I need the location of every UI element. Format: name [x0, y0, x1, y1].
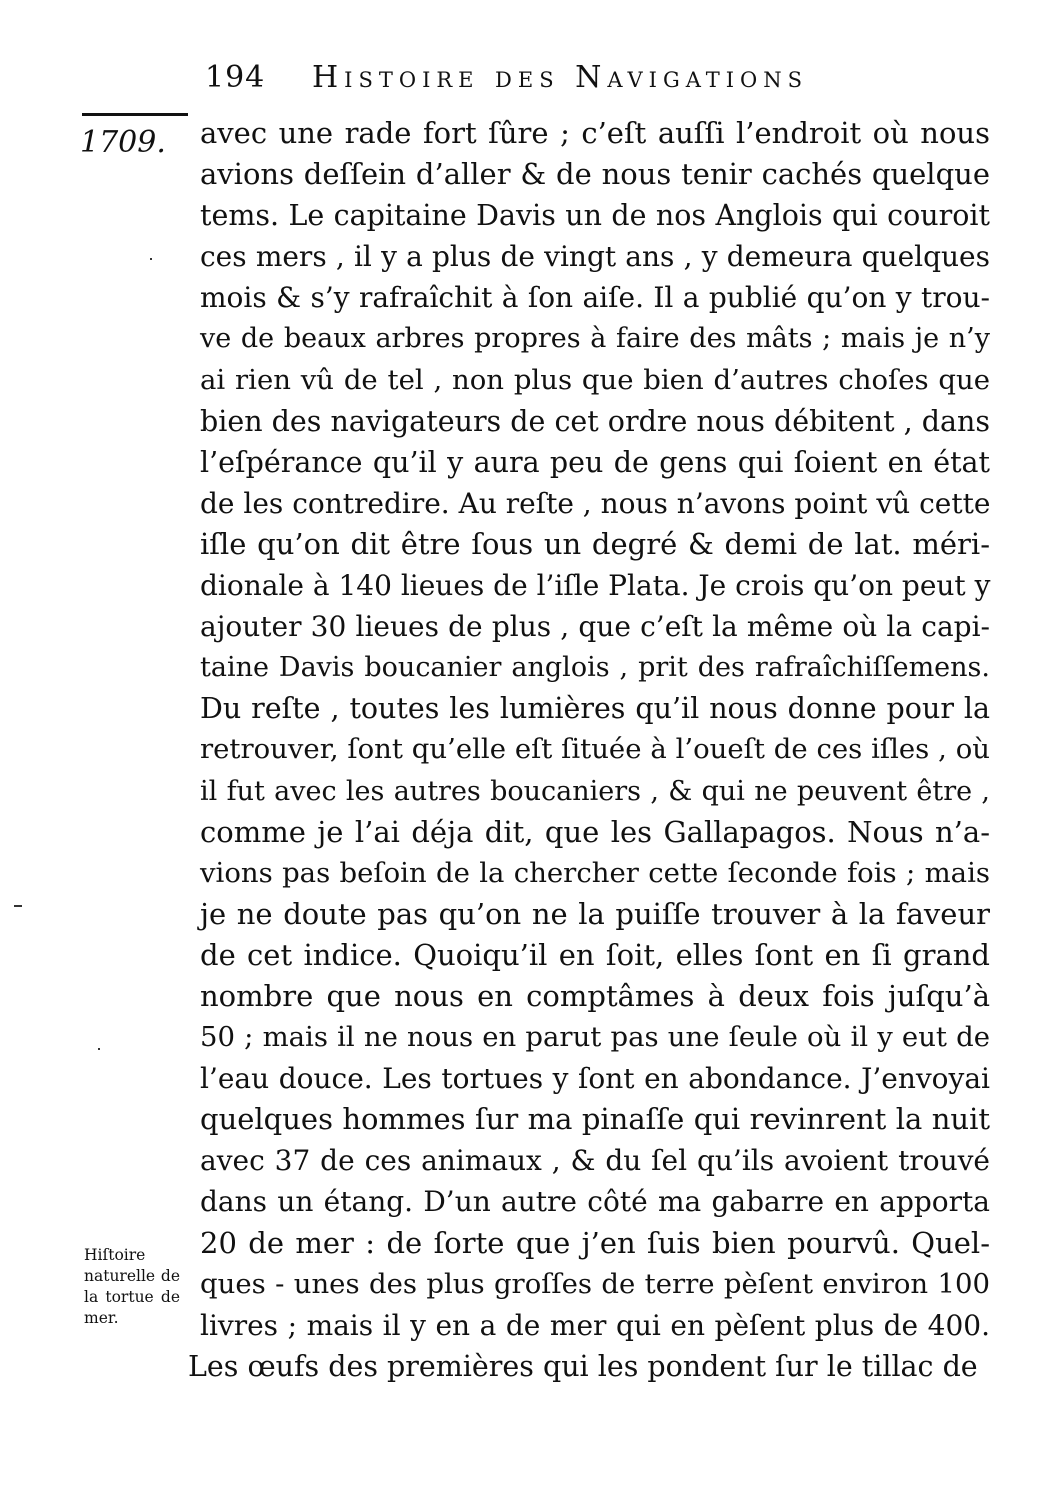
text-line: bien des navigateurs de cet ordre nous débitent , dans: [200, 404, 990, 438]
text-line: livres ; mais il y en a de mer qui en pèſent plus de 400.: [200, 1308, 990, 1342]
text-line: il fut avec les autres boucaniers , & qui ne peuvent être ,: [200, 775, 990, 807]
margin-note-line: Hiſtoire: [84, 1246, 146, 1264]
ink-speck: [14, 905, 22, 907]
text-line: avec 37 de ces animaux , & du ſel qu’ils avoient trouvé: [200, 1144, 990, 1178]
text-line: ai rien vû de tel , non plus que bien d’autres choſes que: [200, 363, 990, 396]
text-line: ajouter 30 lieues de plus , que c’eſt la même où la capi-: [200, 610, 990, 644]
ink-speck: [150, 258, 152, 260]
text-line: de les contredire. Au reſte , nous n’avons point vû cette: [200, 486, 991, 520]
running-title: Histoire des Navigations: [312, 60, 809, 95]
margin-note-line: mer.: [84, 1309, 119, 1327]
text-line: mois & s’y rafraîchit à ſon aiſe. Il a publié qu’on y trou-: [200, 281, 990, 315]
margin-note: [84, 1245, 180, 1329]
text-line: comme je l’ai déja dit, que les Gallapagos. Nous n’a-: [200, 814, 990, 849]
text-line: 50 ; mais il ne nous en parut pas une ſeule où il y eut de: [200, 1021, 990, 1054]
text-line: ces mers , il y a plus de vingt ans , y demeura quelques: [200, 240, 990, 274]
text-line: iſle qu’on dit être ſous un degré & demi de lat. méri-: [200, 526, 990, 561]
text-line: Les œufs des premières qui les pondent ſur le tillac de: [188, 1349, 978, 1383]
margin-rule: [82, 113, 188, 116]
text-line: taine Davis boucanier anglois , prit des rafraîchiſſemens.: [200, 652, 990, 684]
margin-year: 1709.: [80, 125, 166, 160]
text-line: quelques hommes ſur ma pinaſſe qui revinrent la nuit: [200, 1102, 990, 1137]
text-line: ve de beaux arbres propres à faire des mâts ; mais je n’y: [200, 323, 990, 355]
ink-speck: [98, 1048, 100, 1050]
margin-note-line: la tortue de: [84, 1288, 180, 1306]
text-line: dans un étang. D’un autre côté ma gabarre en apporta: [200, 1185, 990, 1219]
margin-note-line: naturelle de: [84, 1267, 180, 1285]
text-line: avec une rade fort ſûre ; c’eſt auſſi l’endroit où nous: [200, 116, 990, 150]
text-line: nombre que nous en comptâmes à deux fois juſqu’à: [200, 978, 990, 1013]
body-text: [188, 113, 991, 1387]
page-number: 194: [205, 60, 266, 95]
text-line: l’eſpérance qu’il y aura peu de gens qui ſoient en état: [200, 445, 990, 479]
text-line: avions deſſein d’aller & de nous tenir cachés quelque: [200, 157, 990, 192]
text-line: vions pas beſoin de la chercher cette ſeconde fois ; mais: [200, 856, 990, 889]
text-line: tems. Le capitaine Davis un de nos Anglois qui couroit: [200, 199, 990, 233]
text-line: de cet indice. Quoiqu’il en ſoit, elles ſont en ſi grand: [200, 937, 990, 972]
text-line: je ne doute pas qu’on ne la puiſſe trouver à la faveur: [200, 896, 990, 931]
text-line: ques - unes des plus groſſes de terre pèſent environ 100: [200, 1267, 990, 1300]
text-line: dionale à 140 lieues de l’iſle Plata. Je crois qu’on peut y: [200, 569, 991, 603]
text-line: Du reſte , toutes les lumières qu’il nous donne pour la: [200, 692, 990, 726]
text-line: 20 de mer : de ſorte que j’en ſuis bien pourvû. Quel-: [200, 1225, 990, 1260]
text-line: retrouver, ſont qu’elle eſt ſituée à l’oueſt de ces iſles , où: [200, 733, 990, 766]
text-line: l’eau douce. Les tortues y ſont en abondance. J’envoyai: [200, 1062, 990, 1096]
